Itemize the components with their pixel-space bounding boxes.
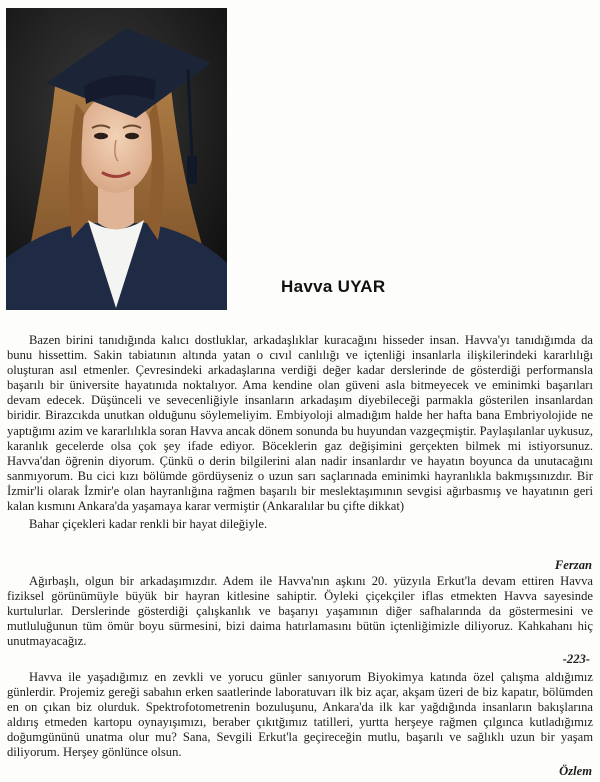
- tribute-3: [7, 670, 593, 761]
- student-name: Havva UYAR: [281, 277, 386, 296]
- tribute-1: [7, 333, 593, 532]
- portrait-photo: [6, 8, 227, 310]
- signature-ferzan: Ferzan: [554, 558, 592, 572]
- tribute-3-paragraph: Havva ile yaşadığımız en zevkli ve yorucu günler sanıyorum Biyokimya katında özel çalışma aldığımız günlerdir. Projemiz gereği sabahın erken saatlerinde laboratuvarı ilk biz açar, akşam üzeri de biz kapatır, bölümden en on çıkan biz olurduk. Spektrofotometrenin bozuluşunu, Ankara'da ilk kar yağdığında insanların bakışlarına aldırış etmeden kartopu oynayışımızı, beraber çıkıtğımız tatilleri, yurtta herşeye rağmen çılgınca kutladığımız doğumgününü unatma olur mu? Sana, Sevgili Erkut'la geçireceğin mutlu, başarılı ve sağlıklı uzun bir yaşam diliyorum. Herşey gönlünce olsun.: [7, 670, 593, 760]
- graduate-portrait-illustration: [6, 8, 227, 310]
- tribute-2-paragraph: Ağırbaşlı, olgun bir arkadaşımızdır. Adem ile Havva'nın aşkını 20. yüzyıla Erkut'la devam ettiren Havva fiziksel görünümüyle büyük bir hayran kitlesine sahiptir. Öyleki çiçekçiler iflas etmekten Havva sayesinde kurtulurlar. Derslerinde gösterdiği çalışkanlık ve başarıyı yaşamının diğer safhalarında da göstermesini ve mutluluğunun tüm ömür boyu sürmesini, bizi daima hatırlamasını bütün içtenliğimizle diliyoruz. Kahkahanı hiç unutmayacağız.: [7, 574, 593, 649]
- page-number: -223-: [562, 652, 590, 666]
- signature-ozlem: Özlem: [559, 764, 592, 778]
- tribute-1-closing: Bahar çiçekleri kadar renkli bir hayat dileğiyle.: [29, 517, 268, 532]
- tribute-1-paragraph: Bazen birini tanıdığında kalıcı dostluklar, arkadaşlıklar kuracağını hisseder insan. Havva'yı tanıdığımda da bunu hissettim. Sakin tabiatının altında yatan o cıvıl canlılığı ve içtenliği insanlarla ilişkilerindeki kararlılığı oluşturan asıl etmenler. Çevresindeki arkadaşlarına verdiği değer kadar derslerinde de gösterdiği performansla başarılı bir üniversite hayatınıda noktalıyor. Ama kendine olan güveni asla bitmeyecek ve eminimki başarıları devam edecek. Düşünceli ve sevecenliğiyle insanların arkadaşım diyebileceği parmakla gösterilen insanlardan biridir. Birazcıkda unutkan olduğunu söylemeliyim. Embiyoloji almadığım halde her hafta bana Embriyolojide ne yaptığımı azim ve kararlılıkla soran Havva ancak dönem sonunda bu huyundan vazgeçmiştir. Paylaşılanlar uykusuz, karanlık gecelerde olsa çok şey ifade ediyor. Böceklerin gaz değişimini gerçekten bilmek mi istiyorsunuz. Havva'dan öğrenin diyorum. Çünkü o derin bilgilerini alan nadir insanlardır ve hayatın boyunca da unutacağını sanmıyorum. Bu cici kızı bölümde gördüyseniz o uzun sarı saçlarınada eminimki hayranlıkla bakmışsınızdır. Bir İzmir'li olarak İzmir'e olan hayranlığına rağmen başarılı bir meslektaşımının sevgisi ağırbasmış ve hayatının geri kalan kısmını Ankara'da yaşamaya karar vermiştir (Ankaralılar bu çifte dikkat): [7, 333, 593, 514]
- tribute-2: [7, 574, 593, 649]
